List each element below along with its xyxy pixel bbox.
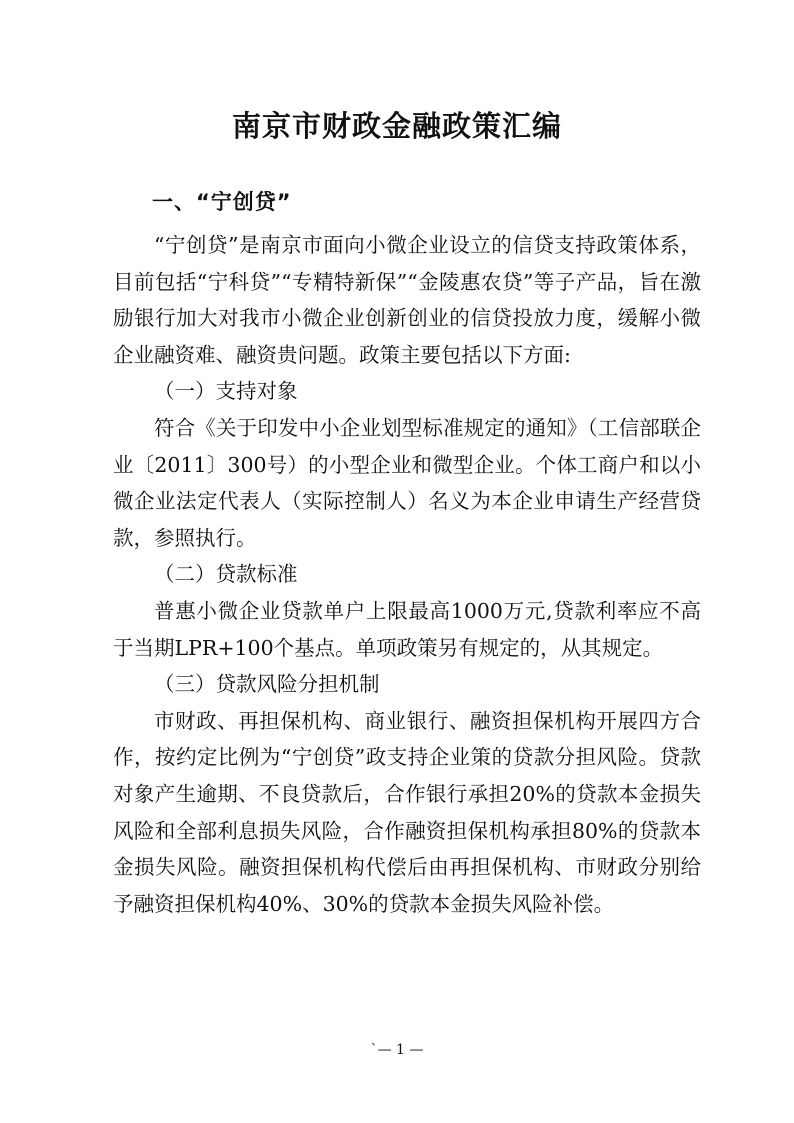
- document-body: [113, 227, 701, 922]
- subsection-heading-risk-sharing: （三）贷款风险分担机制: [154, 672, 380, 697]
- subsection-heading-support-target: （一）支持对象: [154, 379, 298, 404]
- document-title: 南京市财政金融政策汇编: [231, 109, 562, 143]
- page-number: `— 1 —: [370, 1042, 424, 1058]
- section-heading: 一、“宁创贷”: [152, 190, 292, 214]
- subsection-text-support-target: 符合《关于印发中小企业划型标准规定的通知》（工信部联企业〔2011〕300号）的小型企业和微型企业。个体工商户和以小微企业法定代表人（实际控制人）名义为本企业申请生产经营贷款，参照执行。: [113, 415, 701, 550]
- subsection-text-risk-sharing: 市财政、再担保机构、商业银行、融资担保机构开展四方合作，按约定比例为“宁创贷”政支持企业策的贷款分担风险。贷款对象产生逾期、不良贷款后，合作银行承担20%的贷款本金损失风险和全部利息损失风险，合作融资担保机构承担80%的贷款本金损失风险。融资担保机构代偿后由再担保机构、市财政分别给予融资担保机构40%、30%的贷款本金损失风险补偿。: [113, 708, 701, 916]
- intro-paragraph: “宁创贷”是南京市面向小微企业设立的信贷支持政策体系，目前包括“宁科贷”“专精特新保”“金陵惠农贷”等子产品，旨在激励银行加大对我市小微企业创新创业的信贷投放力度，缓解小微企业融资难、融资贵问题。政策主要包括以下方面:: [113, 233, 701, 367]
- subsection-text-loan-standard: 普惠小微企业贷款单户上限最高1000万元,贷款利率应不高于当期LPR+100个基点。单项政策另有规定的，从其规定。: [113, 598, 701, 660]
- subsection-heading-loan-standard: （二）贷款标准: [154, 562, 298, 587]
